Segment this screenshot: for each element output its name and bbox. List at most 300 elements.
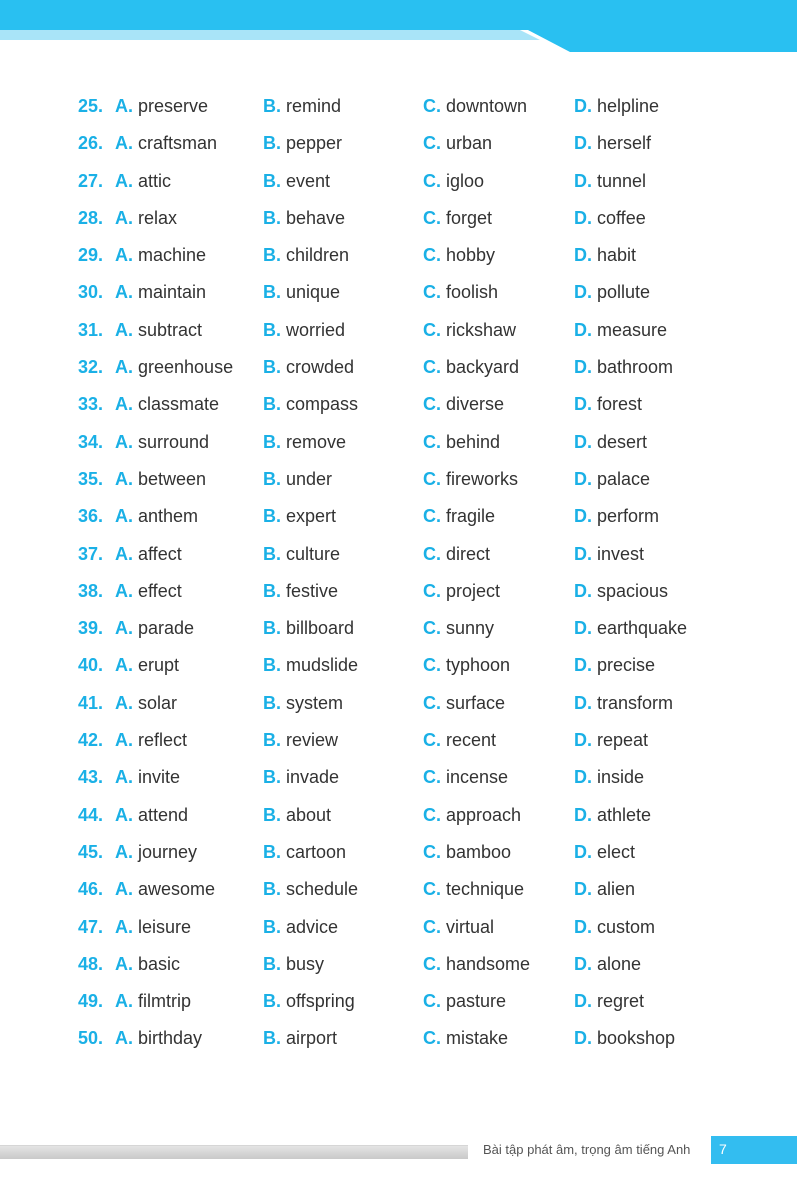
option-letter: B. xyxy=(263,804,281,825)
option-word: attend xyxy=(138,804,189,825)
option-c xyxy=(423,983,506,1020)
option-word: perform xyxy=(597,506,660,527)
option-word: offspring xyxy=(286,991,355,1012)
option-letter: C. xyxy=(423,357,441,378)
footer-bar xyxy=(0,1145,468,1159)
option-letter: C. xyxy=(423,245,441,266)
option-b xyxy=(263,759,339,796)
option-letter: A. xyxy=(115,431,133,452)
question-number: 37. xyxy=(78,543,104,564)
option-word: worried xyxy=(286,319,346,340)
option-word: craftsman xyxy=(138,133,218,154)
option-letter: D. xyxy=(574,133,592,154)
option-c xyxy=(423,125,492,162)
option-word: typhoon xyxy=(446,655,511,676)
question-number: 49. xyxy=(78,991,104,1012)
option-word: habit xyxy=(597,245,637,266)
option-word: expert xyxy=(286,506,337,527)
option-letter: D. xyxy=(574,879,592,900)
option-letter: D. xyxy=(574,394,592,415)
option-word: mistake xyxy=(446,1028,509,1049)
option-word: about xyxy=(286,804,332,825)
option-word: herself xyxy=(597,133,652,154)
option-c xyxy=(423,1020,508,1057)
exercise-row xyxy=(0,461,797,498)
option-word: schedule xyxy=(286,879,359,900)
option-letter: B. xyxy=(263,841,281,862)
option-d xyxy=(574,797,651,834)
option-b xyxy=(263,200,345,237)
option-c xyxy=(423,871,524,908)
option-word: measure xyxy=(597,319,668,340)
exercise-row xyxy=(0,498,797,535)
option-letter: B. xyxy=(263,170,281,191)
option-word: cartoon xyxy=(286,841,347,862)
exercise-row xyxy=(0,274,797,311)
option-letter: B. xyxy=(263,916,281,937)
option-word: mudslide xyxy=(286,655,359,676)
exercise-row xyxy=(0,797,797,834)
option-word: subtract xyxy=(138,319,203,340)
option-letter: B. xyxy=(263,357,281,378)
exercise-row xyxy=(0,200,797,237)
option-d xyxy=(574,498,659,535)
question-number: 39. xyxy=(78,618,104,639)
option-d xyxy=(574,274,650,311)
option-c xyxy=(423,461,518,498)
option-d xyxy=(574,88,659,125)
option-b xyxy=(263,88,341,125)
option-b xyxy=(263,274,340,311)
option-word: effect xyxy=(138,580,182,601)
option-letter: D. xyxy=(574,543,592,564)
option-word: anthem xyxy=(138,506,199,527)
option-word: behave xyxy=(286,207,346,228)
option-letter: B. xyxy=(263,468,281,489)
option-d xyxy=(574,983,644,1020)
option-word: culture xyxy=(286,543,341,564)
option-word: system xyxy=(286,692,344,713)
option-c xyxy=(423,573,500,610)
option-a xyxy=(115,946,180,983)
option-word: backyard xyxy=(446,357,520,378)
option-word: urban xyxy=(446,133,493,154)
option-letter: D. xyxy=(574,96,592,116)
question-number: 32. xyxy=(78,357,104,378)
exercise-row xyxy=(0,983,797,1020)
exercise-row xyxy=(0,125,797,162)
option-letter: D. xyxy=(574,207,592,228)
option-c xyxy=(423,946,530,983)
option-letter: A. xyxy=(115,730,133,751)
option-word: under xyxy=(286,468,333,489)
option-word: alone xyxy=(597,953,642,974)
option-word: busy xyxy=(286,953,325,974)
option-word: parade xyxy=(138,618,195,639)
option-b xyxy=(263,909,338,946)
option-word: awesome xyxy=(138,879,216,900)
option-letter: A. xyxy=(115,804,133,825)
option-a xyxy=(115,424,209,461)
option-letter: C. xyxy=(423,991,441,1012)
exercise-row xyxy=(0,237,797,274)
option-word: between xyxy=(138,468,207,489)
option-letter: C. xyxy=(423,468,441,489)
option-d xyxy=(574,125,651,162)
option-d xyxy=(574,461,650,498)
option-d xyxy=(574,573,668,610)
option-word: pollute xyxy=(597,282,651,303)
option-word: foolish xyxy=(446,282,499,303)
option-letter: B. xyxy=(263,991,281,1012)
option-word: children xyxy=(286,245,350,266)
option-word: review xyxy=(286,730,339,751)
option-letter: D. xyxy=(574,580,592,601)
option-letter: A. xyxy=(115,580,133,601)
option-word: tunnel xyxy=(597,170,647,191)
option-letter: C. xyxy=(423,394,441,415)
option-a xyxy=(115,871,215,908)
question-number: 48. xyxy=(78,953,104,974)
exercise-row xyxy=(0,536,797,573)
option-word: virtual xyxy=(446,916,495,937)
option-word: technique xyxy=(446,879,525,900)
option-letter: D. xyxy=(574,655,592,676)
option-letter: A. xyxy=(115,543,133,564)
option-letter: B. xyxy=(263,394,281,415)
option-word: unique xyxy=(286,282,341,303)
question-number: 38. xyxy=(78,580,104,601)
option-word: surface xyxy=(446,692,506,713)
option-c xyxy=(423,498,495,535)
option-d xyxy=(574,163,646,200)
option-letter: D. xyxy=(574,841,592,862)
option-d xyxy=(574,424,647,461)
question-number: 29. xyxy=(78,245,104,266)
option-word: relax xyxy=(138,207,178,228)
option-letter: A. xyxy=(115,319,133,340)
option-word: birthday xyxy=(138,1028,203,1049)
question-number: 35. xyxy=(78,468,104,489)
option-letter: A. xyxy=(115,991,133,1012)
option-word: affect xyxy=(138,543,182,564)
option-b xyxy=(263,349,354,386)
question-number: 41. xyxy=(78,692,104,713)
question-number: 30. xyxy=(78,282,104,303)
option-word: hobby xyxy=(446,245,496,266)
option-word: fragile xyxy=(446,506,496,527)
option-word: machine xyxy=(138,245,207,266)
option-word: rickshaw xyxy=(446,319,517,340)
option-letter: C. xyxy=(423,543,441,564)
option-d xyxy=(574,312,667,349)
option-letter: A. xyxy=(115,468,133,489)
option-word: invade xyxy=(286,767,340,788)
question-number: 44. xyxy=(78,804,104,825)
option-word: advice xyxy=(286,916,339,937)
option-b xyxy=(263,237,349,274)
option-c xyxy=(423,685,505,722)
exercise-row xyxy=(0,647,797,684)
option-c xyxy=(423,237,495,274)
option-word: forest xyxy=(597,394,643,415)
option-word: incense xyxy=(446,767,509,788)
option-d xyxy=(574,1020,675,1057)
option-a xyxy=(115,1020,202,1057)
question-number: 28. xyxy=(78,207,104,228)
question-number: 42. xyxy=(78,730,104,751)
option-b xyxy=(263,1020,337,1057)
option-a xyxy=(115,386,219,423)
option-letter: B. xyxy=(263,543,281,564)
option-b xyxy=(263,647,358,684)
option-c xyxy=(423,424,500,461)
option-b xyxy=(263,685,343,722)
option-b xyxy=(263,163,330,200)
option-letter: C. xyxy=(423,133,441,154)
option-b xyxy=(263,498,336,535)
option-d xyxy=(574,536,644,573)
option-word: pasture xyxy=(446,991,507,1012)
header-band-main xyxy=(0,0,797,52)
option-word: leisure xyxy=(138,916,192,937)
exercise-row xyxy=(0,871,797,908)
exercise-row xyxy=(0,386,797,423)
option-letter: B. xyxy=(263,133,281,154)
option-word: event xyxy=(286,170,331,191)
option-a xyxy=(115,983,191,1020)
option-word: igloo xyxy=(446,170,485,191)
option-letter: C. xyxy=(423,1028,441,1049)
option-letter: B. xyxy=(263,1028,281,1049)
option-letter: D. xyxy=(574,468,592,489)
question-number: 46. xyxy=(78,879,104,900)
option-b xyxy=(263,983,355,1020)
exercise-row xyxy=(0,834,797,871)
option-letter: D. xyxy=(574,170,592,191)
option-a xyxy=(115,759,180,796)
option-word: filmtrip xyxy=(138,991,191,1012)
option-a xyxy=(115,461,206,498)
option-a xyxy=(115,536,182,573)
option-c xyxy=(423,349,519,386)
exercise-row xyxy=(0,610,797,647)
exercise-row xyxy=(0,722,797,759)
option-word: behind xyxy=(446,431,501,452)
option-letter: A. xyxy=(115,245,133,266)
option-word: forget xyxy=(446,207,493,228)
option-a xyxy=(115,125,217,162)
option-word: preserve xyxy=(138,96,209,116)
option-letter: A. xyxy=(115,357,133,378)
exercise-row xyxy=(0,946,797,983)
option-b xyxy=(263,461,332,498)
option-word: precise xyxy=(597,655,656,676)
option-letter: C. xyxy=(423,207,441,228)
option-b xyxy=(263,424,346,461)
option-word: inside xyxy=(597,767,645,788)
option-letter: D. xyxy=(574,618,592,639)
option-letter: D. xyxy=(574,506,592,527)
question-number: 40. xyxy=(78,655,104,676)
option-word: direct xyxy=(446,543,491,564)
option-d xyxy=(574,610,687,647)
option-word: pepper xyxy=(286,133,343,154)
option-letter: D. xyxy=(574,357,592,378)
page-number: 7 xyxy=(719,1141,727,1157)
option-a xyxy=(115,909,191,946)
option-letter: C. xyxy=(423,580,441,601)
option-word: remove xyxy=(286,431,347,452)
exercise-row xyxy=(0,424,797,461)
option-letter: B. xyxy=(263,618,281,639)
option-word: earthquake xyxy=(597,618,688,639)
option-word: diverse xyxy=(446,394,505,415)
option-word: desert xyxy=(597,431,648,452)
option-b xyxy=(263,946,324,983)
option-c xyxy=(423,312,516,349)
option-letter: D. xyxy=(574,431,592,452)
option-letter: B. xyxy=(263,655,281,676)
option-letter: C. xyxy=(423,282,441,303)
option-word: bathroom xyxy=(597,357,674,378)
exercise-row xyxy=(0,163,797,200)
exercise-row xyxy=(0,685,797,722)
option-c xyxy=(423,163,484,200)
option-word: billboard xyxy=(286,618,355,639)
option-d xyxy=(574,647,655,684)
question-number: 50. xyxy=(78,1028,104,1049)
option-letter: D. xyxy=(574,1028,592,1049)
option-letter: C. xyxy=(423,767,441,788)
option-a xyxy=(115,88,208,125)
option-word: journey xyxy=(138,841,198,862)
option-word: erupt xyxy=(138,655,180,676)
option-a xyxy=(115,498,198,535)
option-word: alien xyxy=(597,879,636,900)
option-letter: B. xyxy=(263,245,281,266)
option-word: project xyxy=(446,580,501,601)
option-letter: B. xyxy=(263,692,281,713)
option-c xyxy=(423,610,494,647)
option-b xyxy=(263,312,345,349)
option-word: fireworks xyxy=(446,468,519,489)
option-word: repeat xyxy=(597,730,649,751)
option-d xyxy=(574,349,673,386)
option-b xyxy=(263,871,358,908)
exercise-row xyxy=(0,312,797,349)
option-word: maintain xyxy=(138,282,207,303)
option-letter: C. xyxy=(423,804,441,825)
option-letter: A. xyxy=(115,96,133,116)
option-a xyxy=(115,573,182,610)
option-b xyxy=(263,125,342,162)
option-letter: D. xyxy=(574,282,592,303)
question-number: 27. xyxy=(78,170,104,191)
option-word: classmate xyxy=(138,394,220,415)
option-letter: C. xyxy=(423,96,441,116)
exercise-row xyxy=(0,759,797,796)
option-a xyxy=(115,610,194,647)
question-number: 43. xyxy=(78,767,104,788)
option-c xyxy=(423,200,492,237)
option-b xyxy=(263,722,338,759)
exercise-row xyxy=(0,1020,797,1057)
option-word: reflect xyxy=(138,730,188,751)
question-number: 34. xyxy=(78,431,104,452)
option-word: remind xyxy=(286,96,342,116)
option-letter: B. xyxy=(263,767,281,788)
question-number: 26. xyxy=(78,133,104,154)
option-d xyxy=(574,871,635,908)
option-letter: A. xyxy=(115,1028,133,1049)
option-word: sunny xyxy=(446,618,495,639)
option-a xyxy=(115,685,177,722)
question-number: 25. xyxy=(78,96,104,116)
option-letter: A. xyxy=(115,394,133,415)
option-word: festive xyxy=(286,580,339,601)
option-b xyxy=(263,573,338,610)
option-letter: B. xyxy=(263,431,281,452)
option-letter: B. xyxy=(263,207,281,228)
option-word: downtown xyxy=(446,96,528,116)
option-c xyxy=(423,386,504,423)
option-word: elect xyxy=(597,841,636,862)
option-letter: C. xyxy=(423,916,441,937)
option-c xyxy=(423,722,496,759)
option-a xyxy=(115,797,188,834)
question-number: 31. xyxy=(78,319,104,340)
option-d xyxy=(574,386,642,423)
option-letter: C. xyxy=(423,506,441,527)
option-c xyxy=(423,834,511,871)
option-c xyxy=(423,536,490,573)
option-letter: B. xyxy=(263,506,281,527)
option-letter: B. xyxy=(263,580,281,601)
option-word: compass xyxy=(286,394,359,415)
option-letter: B. xyxy=(263,96,281,116)
exercise-row xyxy=(0,909,797,946)
option-letter: D. xyxy=(574,692,592,713)
header-band xyxy=(0,0,797,60)
option-c xyxy=(423,909,494,946)
option-letter: B. xyxy=(263,879,281,900)
option-letter: A. xyxy=(115,767,133,788)
option-d xyxy=(574,685,673,722)
option-letter: C. xyxy=(423,655,441,676)
option-letter: D. xyxy=(574,730,592,751)
option-word: crowded xyxy=(286,357,355,378)
option-letter: D. xyxy=(574,991,592,1012)
exercise-row xyxy=(0,88,797,125)
option-a xyxy=(115,312,202,349)
option-word: helpline xyxy=(597,96,660,116)
option-word: transform xyxy=(597,692,674,713)
option-word: basic xyxy=(138,953,181,974)
option-b xyxy=(263,610,354,647)
option-letter: D. xyxy=(574,953,592,974)
option-a xyxy=(115,163,171,200)
option-letter: A. xyxy=(115,655,133,676)
option-d xyxy=(574,909,655,946)
option-word: handsome xyxy=(446,953,531,974)
option-word: athlete xyxy=(597,804,652,825)
option-d xyxy=(574,237,636,274)
option-letter: B. xyxy=(263,319,281,340)
option-word: invest xyxy=(597,543,645,564)
option-letter: C. xyxy=(423,170,441,191)
option-word: approach xyxy=(446,804,522,825)
